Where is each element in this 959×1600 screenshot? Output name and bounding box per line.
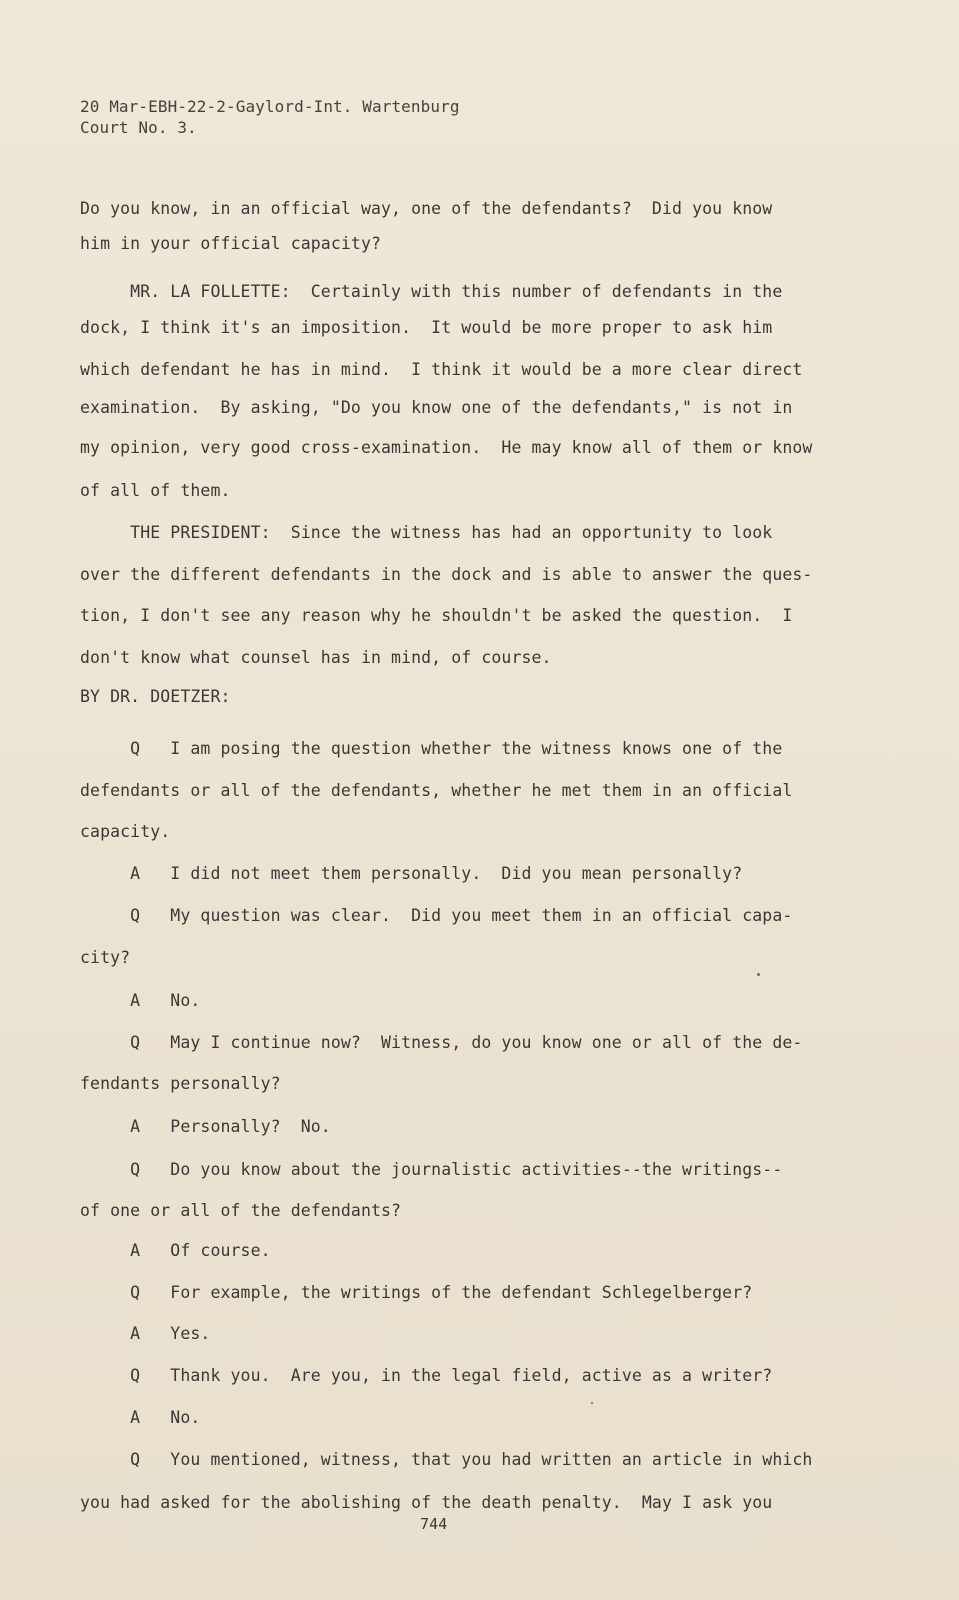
body-line: A Personally? No. xyxy=(80,1117,331,1136)
body-line: city? xyxy=(80,948,131,967)
body-line: of one or all of the defendants? xyxy=(80,1201,402,1220)
body-line: dock, I think it's an imposition. It would be more proper to ask him xyxy=(80,318,773,337)
body-line: Q Thank you. Are you, in the legal field, active as a writer? xyxy=(80,1366,773,1385)
body-line: Q May I continue now? Witness, do you know one or all of the de- xyxy=(80,1033,803,1052)
body-line: Q My question was clear. Did you meet them in an official capa- xyxy=(80,906,793,925)
body-line: THE PRESIDENT: Since the witness has had an opportunity to look xyxy=(80,523,773,542)
body-line: MR. LA FOLLETTE: Certainly with this number of defendants in the xyxy=(80,282,783,301)
body-line: A I did not meet them personally. Did you mean personally? xyxy=(80,864,743,883)
body-line: of all of them. xyxy=(80,481,231,500)
body-line: BY DR. DOETZER: xyxy=(80,687,231,706)
body-line: him in your official capacity? xyxy=(80,234,382,253)
body-line: A No. xyxy=(80,1408,201,1427)
body-line: Q I am posing the question whether the witness knows one of the xyxy=(80,739,783,758)
body-line: Do you know, in an official way, one of the defendants? Did you know xyxy=(80,199,773,218)
body-line: A Yes. xyxy=(80,1324,211,1343)
body-line: don't know what counsel has in mind, of course. xyxy=(80,648,552,667)
body-line: A Of course. xyxy=(80,1241,271,1260)
body-line: capacity. xyxy=(80,822,171,841)
body-line: my opinion, very good cross-examination. He may know all of them or know xyxy=(80,438,813,457)
body-line: you had asked for the abolishing of the death penalty. May I ask you xyxy=(80,1493,773,1512)
body-line: defendants or all of the defendants, whether he met them in an official xyxy=(80,781,793,800)
page-number: 744 xyxy=(420,1515,448,1533)
body-line: A No. xyxy=(80,991,201,1010)
body-line: which defendant he has in mind. I think it would be a more clear direct xyxy=(80,360,803,379)
body-line: examination. By asking, "Do you know one of the defendants," is not in xyxy=(80,398,793,417)
header-line-2: Court No. 3. xyxy=(80,118,197,137)
header-line-1: 20 Mar-EBH-22-2-Gaylord-Int. Wartenburg xyxy=(80,97,460,116)
body-line: Q Do you know about the journalistic activities--the writings-- xyxy=(80,1160,783,1179)
paper-speck xyxy=(591,1402,593,1404)
body-line: tion, I don't see any reason why he shouldn't be asked the question. I xyxy=(80,606,793,625)
body-line: Q You mentioned, witness, that you had written an article in which xyxy=(80,1450,813,1469)
body-line: Q For example, the writings of the defendant Schlegelberger? xyxy=(80,1283,753,1302)
paper-speck xyxy=(757,973,760,976)
body-line: over the different defendants in the dock and is able to answer the ques- xyxy=(80,565,813,584)
body-line: fendants personally? xyxy=(80,1074,281,1093)
